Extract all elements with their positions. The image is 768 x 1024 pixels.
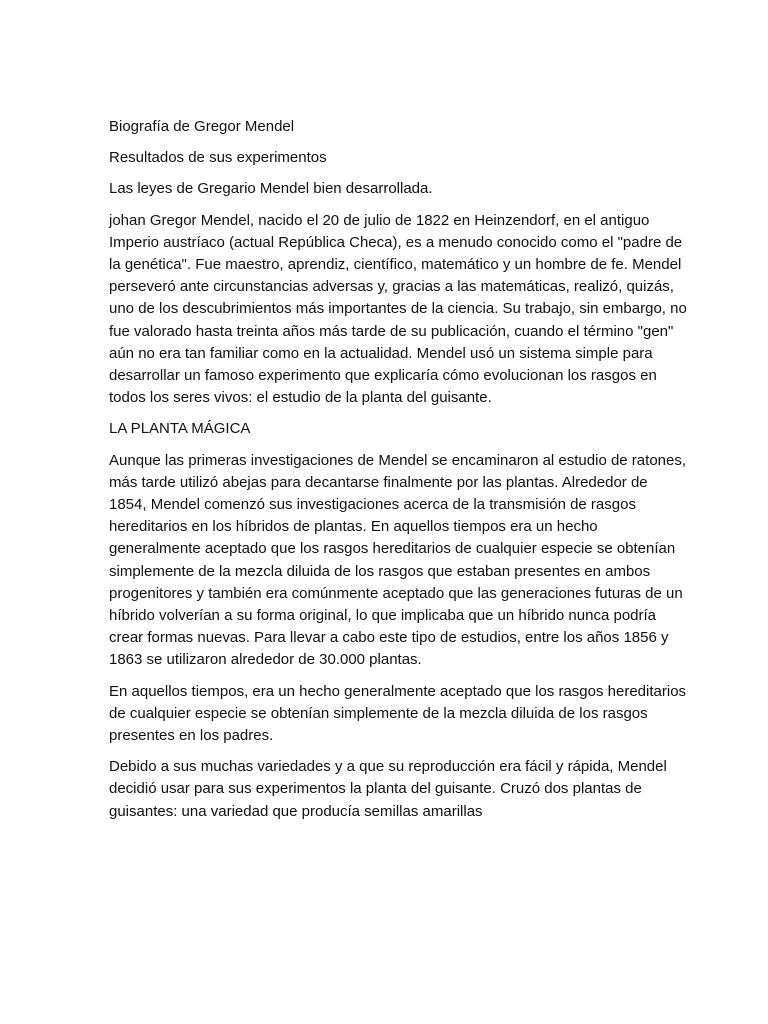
paragraph-experiments: Aunque las primeras investigaciones de Mendel se encaminaron al estudio de ratones, más tarde utilizó abejas para decantarse finalmente por las plantas. Alrededor de 1854, Mendel comenzó sus investigaciones acerca de la transmisión de rasgos hereditarios en los híbridos de plantas. En aquellos tiempos era un hecho generalmente aceptado que los rasgos hereditarios de cualquier especie se obtenían simplemente de la mezcla diluida de los rasgos que estaban presentes en ambos progenitores y también era comúnmente aceptado que las generaciones futuras de un híbrido volverían a su forma original, lo que implicaba que un híbrido nunca podría crear formas nuevas. Para llevar a cabo este tipo de estudios, entre los años 1856 y 1863 se utilizaron alrededor de 30.000 plantas. xyxy=(109,451,687,669)
paragraph-heredity: En aquellos tiempos, era un hecho generalmente aceptado que los rasgos hereditarios de cualquier especie se obtenían simplemente de la mezcla diluida de los rasgos presentes en los padres. xyxy=(109,682,687,745)
section-heading: LA PLANTA MÁGICA xyxy=(109,420,251,438)
document-intro: Las leyes de Gregario Mendel bien desarrollada. xyxy=(109,180,433,198)
paragraph-biography: johan Gregor Mendel, nacido el 20 de julio de 1822 en Heinzendorf, en el antiguo Imperio austríaco (actual República Checa), es a menudo conocido como el "padre de la genética". Fue maestro, aprendiz, científico, matemático y un hombre de fe. Mendel perseveró ante circunstancias adversas y, gracias a las matemáticas, realizó, quizás, uno de los descubrimientos más importantes de la ciencia. Su trabajo, sin embargo, no fue valorado hasta treinta años más tarde de su publicación, cuando el término "gen" aún no era tan familiar como en la actualidad. Mendel usó un sistema simple para desarrollar un famoso experimento que explicaría cómo evolucionan los rasgos en todos los seres vivos: el estudio de la planta del guisante. xyxy=(109,211,687,407)
document-subtitle: Resultados de sus experimentos xyxy=(109,149,327,167)
paragraph-pea-plant: Debido a sus muchas variedades y a que su reproducción era fácil y rápida, Mendel decidió usar para sus experimentos la planta del guisante. Cruzó dos plantas de guisantes: una variedad que producía semillas amarillas xyxy=(109,758,667,820)
document-page xyxy=(109,116,689,832)
document-title: Biografía de Gregor Mendel xyxy=(109,118,295,135)
